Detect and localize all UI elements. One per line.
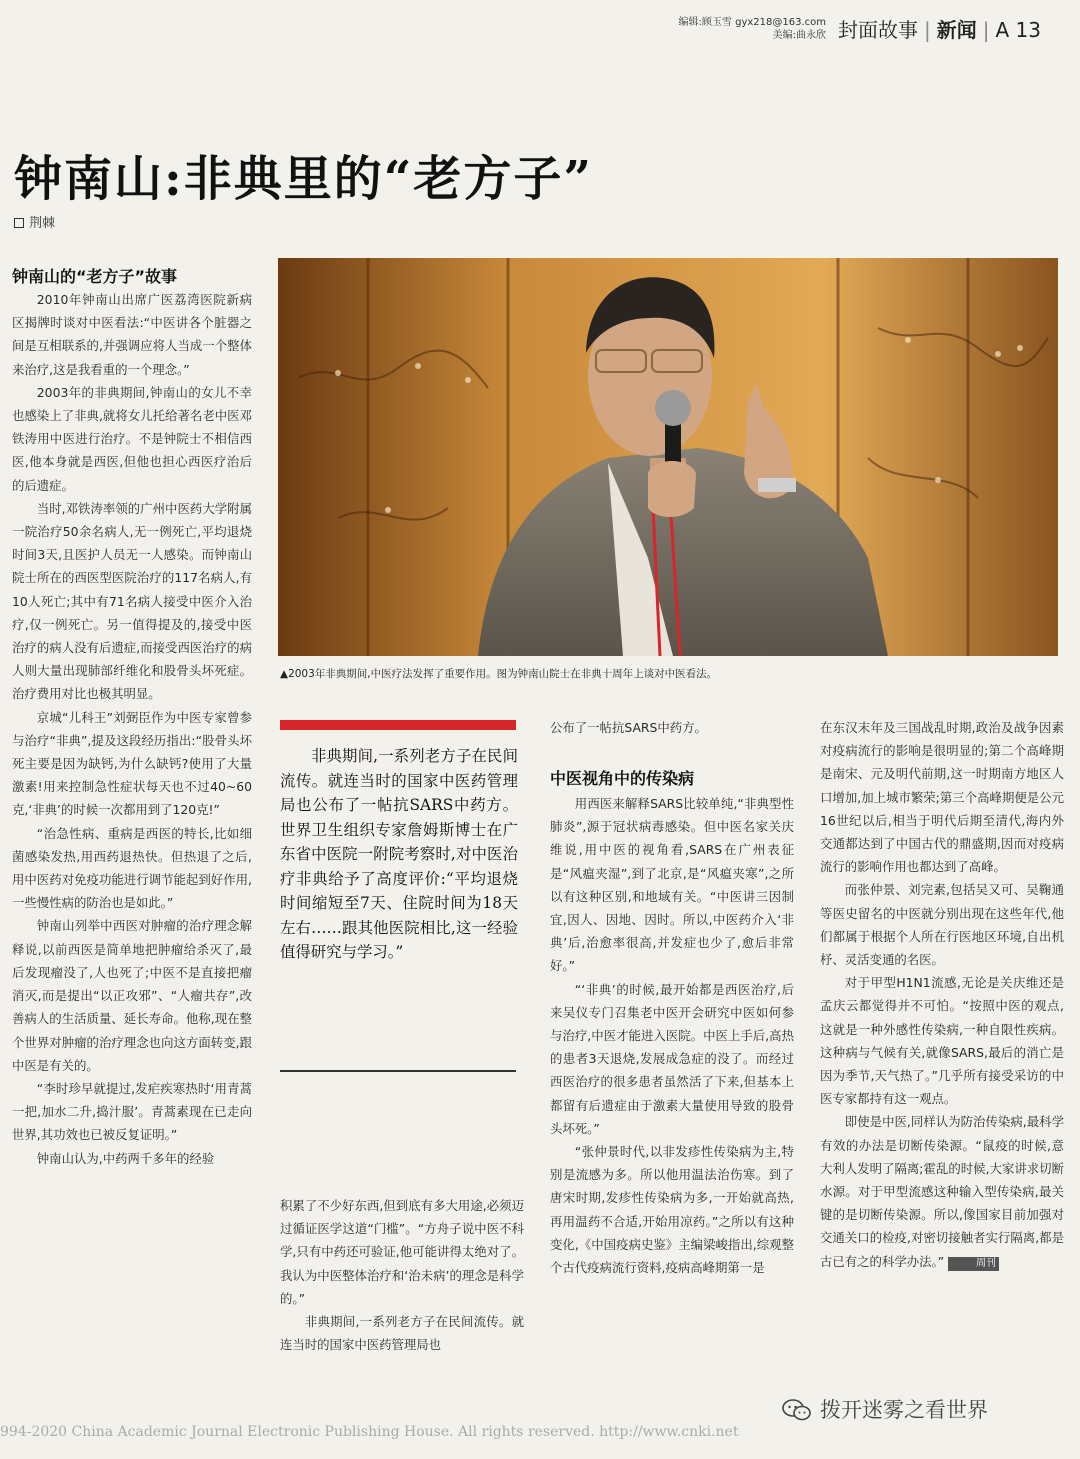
paragraph bbox=[820, 1110, 1064, 1272]
column-1 bbox=[12, 288, 252, 1170]
byline-box-icon bbox=[14, 218, 24, 228]
designer-line: 美编:曲永欣 bbox=[772, 30, 826, 41]
paragraph: “李时珍早就提过,发疟疾寒热时‘用青蒿一把,加水二升,捣汁服’。青蒿素现在已走向世界,其功效也已被反复证明。” bbox=[12, 1080, 252, 1143]
article-photo bbox=[278, 258, 1058, 656]
pull-quote-text: 非典期间,一系列老方子在民间流传。就连当时的国家中医药管理局也公布了一帖抗SARS中药方。世界卫生组织专家詹姆斯博士在广东省中医院一附院考察时,对中医治疗非典给予了高度评价:“平均退烧时间缩短至7天、住院时间为18天左右……跟其他医院相比,这一经验值得研究与学习。” bbox=[280, 747, 518, 961]
paragraph: 钟南山列举中西医对肿瘤的治疗理念解释说,以前西医是简单地把肿瘤给杀灭了,最后发现瘤没了,人也死了;中医不是直接把瘤消灭,而是提出“以正攻邪”、“人瘤共存”,改善病人的生活质量、延长寿命。他称,现在整个世界对肿瘤的治疗理念也向这方面转变,跟中医是有关的。 bbox=[12, 918, 252, 1073]
paragraph-text: 即使是中医,同样认为防治传染病,最科学有效的办法是切断传染源。“鼠疫的时候,意大利人发明了隔离;霍乱的时候,大家讲求切断水源。对于甲型流感这种输入型传染病,最关键的是切断传染源。所以,像国家目前加强对交通关口的检疫,对密切接触者实行隔离,都是古已有之的科学办法。” bbox=[820, 1114, 1064, 1269]
photo-caption: ▲2003年非典期间,中医疗法发挥了重要作用。图为钟南山院士在非典十周年上谈对中医看法。 bbox=[280, 668, 718, 680]
subhead-infectious-disease: 中医视角中的传染病 bbox=[550, 769, 695, 788]
article-title: 钟南山:非典里的“老方子” bbox=[14, 151, 593, 207]
pull-quote-accent-bar bbox=[280, 720, 516, 730]
paragraph: 当时,邓铁涛率领的广州中医药大学附属一院治疗50余名病人,无一例死亡,平均退烧时间3天,且医护人员无一人感染。而钟南山院士所在的西医型医院治疗的117名病人,有10人死亡;其中有71名病人接受中医介入治疗,仅一例死亡。另一值得提及的,接受中医治疗的病人没有后遗症,而接受西医治疗的病人则大量出现肺部纤维化和股骨头坏死症。治疗费用对比也极其明显。 bbox=[12, 500, 252, 702]
paragraph: 非典期间,一系列老方子在民间流传。就连当时的国家中医药管理局也 bbox=[280, 1314, 524, 1353]
paragraph: 2003年的非典期间,钟南山的女儿不幸也感染上了非典,就将女儿托给著名老中医邓铁涛用中医进行治疗。不是钟院士不相信西医,他本身就是西医,但他也担心西医疗治后的后遗症。 bbox=[12, 384, 252, 493]
copyright-watermark: 994-2020 China Academic Journal Electronic Publishing House. All rights reserved. http://www.cnki.net bbox=[0, 1424, 739, 1440]
end-mark: 周刊 bbox=[948, 1257, 999, 1271]
paragraph: 京城“儿科王”刘弼臣作为中医专家曾参与治疗“非典”,提及这段经历指出:“股骨头坏死主要是因为缺钙,为什么缺钙?使用了大量激素!用来控制急性症状每天也不过40~60克,‘非典’的时候一次都用到了120克!” bbox=[12, 709, 252, 818]
paragraph: 用西医来解释SARS比较单纯,“非典型性肺炎”,源于冠状病毒感染。但中医名家关庆维说,用中医的视角看,SARS在广州表征是“风瘟夹湿”,到了北京,是“风瘟夹寒”,之所以有这种区别,和地域有关。“中医讲三因制宜,因人、因地、因时。所以,中医药介入‘非典’后,治愈率很高,并发症也少了,愈后非常好。” bbox=[550, 796, 794, 974]
subhead-old-prescription: 钟南山的“老方子”故事 bbox=[12, 267, 178, 286]
paragraph: 在东汉末年及三国战乱时期,政治及战争因素对疫病流行的影响是很明显的;第二个高峰期是南宋、元及明代前期,这一时期南方地区人口增加,加上城市繁荣;第三个高峰期便是公元16世纪以后,相当于明代后期至清代,海内外交通都达到了中国古代的鼎盛期,因而对疫病流行的影响作用也都达到了高峰。 bbox=[820, 720, 1064, 875]
paragraph: “治急性病、重病是西医的特长,比如细菌感染发热,用西药退热快。但热退了之后,用中医药对免疫功能进行调节能起到好作用,一些慢性病的防治也是如此。” bbox=[12, 825, 252, 911]
editor-credits bbox=[666, 16, 826, 42]
divider: | bbox=[982, 18, 990, 42]
paragraph: 积累了不少好东西,但到底有多大用途,必须迈过循证医学这道“门槛”。“方舟子说中医不科学,只有中药还可验证,他可能讲得太绝对了。我认为中医整体治疗和‘治未病’的理念是科学的。” bbox=[280, 1198, 524, 1306]
divider: | bbox=[924, 18, 931, 42]
paragraph: 公布了一帖抗SARS中药方。 bbox=[550, 720, 707, 735]
pull-quote-rule bbox=[280, 1070, 516, 1072]
paragraph: “‘非典’的时候,最开始都是西医治疗,后来吴仪专门召集老中医开会研究中医如何参与治疗,中医才能进入医院。中医上手后,高热的患者3天退烧,发展成急症的没了。而经过西医治疗的很多患者虽然活了下来,但基本上都留有后遗症由于激素大量使用导致的股骨头坏死。” bbox=[550, 981, 794, 1136]
subsection-name: 新闻 bbox=[936, 18, 977, 42]
section-header bbox=[838, 14, 1041, 43]
paragraph: 钟南山认为,中药两千多年的经验 bbox=[36, 1150, 215, 1166]
editor-line: 编辑:顾玉雪 gyx218@163.com bbox=[678, 17, 826, 28]
photo-zhong-nanshan-speaking-image bbox=[278, 258, 1058, 656]
column-4 bbox=[820, 716, 1064, 1273]
page-number: A 13 bbox=[995, 18, 1041, 42]
paragraph: “张仲景时代,以非发疹性传染病为主,特别是流感为多。所以他用温法治伤寒。到了唐宋时期,发疹性传染病为多,一开始就高热,再用温药不合适,开始用凉药。”之所以有这种变化,《中国疫病史鉴》主编梁峻指出,综观整个古代疫病流行资料,疫病高峰期第一是 bbox=[550, 1144, 794, 1276]
wechat-watermark bbox=[782, 1394, 988, 1424]
wechat-account-name: 拨开迷雾之看世界 bbox=[820, 1398, 988, 1422]
section-name: 封面故事 bbox=[838, 18, 918, 42]
wechat-icon bbox=[782, 1399, 812, 1421]
paragraph: 而张仲景、刘完素,包括吴又可、吴鞠通等医史留名的中医就分别出现在这些年代,他们都属于根据个人所在行医地区环境,自出机杼、灵活变通的名医。 bbox=[820, 882, 1064, 968]
author-name: 荆棘 bbox=[29, 216, 56, 231]
byline bbox=[14, 212, 55, 231]
paragraph: 对于甲型H1N1流感,无论是关庆维还是孟庆云都觉得并不可怕。“按照中医的观点,这就是一种外感性传染病,一种自限性疾病。这种病与气候有关,就像SARS,最后的消亡是因为季节,天气热了。”几乎所有接受采访的中医专家都持有这一观点。 bbox=[820, 975, 1064, 1107]
column-3 bbox=[550, 792, 794, 1279]
column-2 bbox=[280, 1194, 524, 1356]
paragraph: 2010年钟南山出席广医荔湾医院新病区揭牌时谈对中医看法:“中医讲各个脏器之间是互相联系的,并强调应将人当成一个整体来治疗,这是我看重的一个理念。” bbox=[12, 292, 252, 377]
column-3-top bbox=[550, 716, 794, 739]
pull-quote bbox=[280, 744, 518, 965]
